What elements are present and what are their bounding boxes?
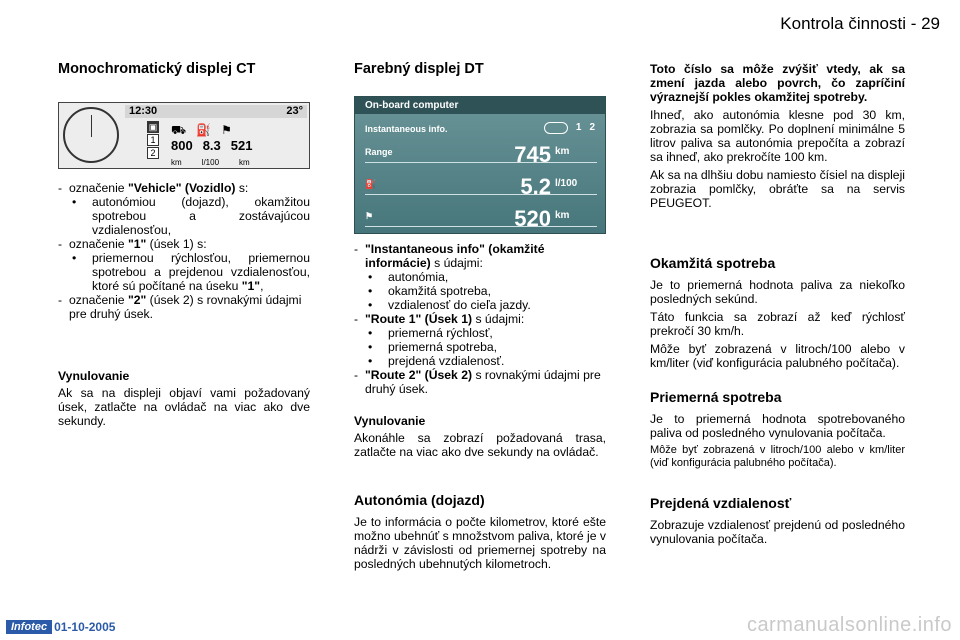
paragraph: Táto funkcia sa zobrazí až keď rýchlosť prekročí 30 km/h.: [650, 310, 905, 338]
footer: [6, 620, 115, 634]
reset-text: Ak sa na displeji objaví vami požadovaný úsek, zatlačte na ovládač na viac ako dve sekundy.: [58, 386, 310, 428]
list-item: • vzdialenosť do cieľa jazdy.: [354, 298, 606, 312]
display-icons: [171, 123, 232, 137]
instant-consumption-heading: Okamžitá spotreba: [650, 255, 776, 271]
list-item: - "Route 1" (Úsek 1) s údajmi:: [354, 312, 606, 326]
display-values: [171, 139, 252, 153]
color-display-info-label: Instantaneous info.: [365, 124, 448, 134]
distance-heading: Prejdená vzdialenosť: [650, 495, 792, 511]
vehicle-tab-icon: ▣: [148, 122, 158, 132]
color-tab-1: 1: [575, 122, 582, 133]
reset-heading: Vynulovanie: [354, 414, 426, 428]
display-time: 12:30: [129, 105, 158, 117]
display-value-distance: 521: [230, 138, 253, 153]
row-unit: km: [555, 146, 570, 157]
flag-icon: ⚑: [221, 123, 232, 137]
paragraph: Môže byť zobrazená v litroch/100 alebo v km/liter (viď konfigurácia palubného počítača).: [650, 444, 905, 469]
display-tabs: [147, 121, 161, 160]
display-unit-2: l/100: [201, 158, 220, 167]
list-item: • priemerná spotreba,: [354, 340, 606, 354]
monochrome-display-image: [58, 102, 310, 169]
row-unit: km: [555, 210, 570, 221]
car-icon: ⛟: [171, 123, 187, 137]
list-item: - "Instantaneous info" (okamžité informácie) s údajmi:: [354, 242, 606, 270]
display-value-consumption: 8.3: [202, 138, 221, 153]
paragraph: Je to priemerná hodnota spotrebovaného paliva od posledného vynulovania počítača.: [650, 412, 905, 440]
color-display-image: [354, 96, 606, 234]
column-monochrome: [58, 62, 310, 432]
reset-text: Akonáhle sa zobrazí požadovaná trasa, zatlačte na viac ako dve sekundy na ovládač.: [354, 431, 606, 459]
column-info: [650, 62, 905, 550]
paragraph: Je to priemerná hodnota paliva za niekoľko posledných sekúnd.: [650, 278, 905, 306]
display-unit-1: km: [171, 158, 182, 167]
info-ring-icon: [544, 122, 568, 134]
list-item: • autonómiou (dojazd), okamžitou spotrebou a zostávajúcou vzdialenosťou,: [58, 195, 310, 237]
color-display-tabs: [544, 121, 595, 135]
list-item: • priemernou rýchlosťou, priemernou spotrebou a prejdenou vzdialenosťou, ktoré sú počítané na úseku "1",: [58, 251, 310, 293]
list-item: - označenie "Vehicle" (Vozidlo) s:: [58, 181, 310, 195]
destination-flag-icon: ⚑: [365, 211, 374, 221]
row-value: 745: [514, 142, 551, 167]
average-consumption-heading: Priemerná spotreba: [650, 389, 782, 405]
watermark: carmanualsonline.info: [746, 614, 952, 636]
heading-color: Farebný displej DT: [354, 61, 484, 77]
display-tab-2: 2: [147, 147, 159, 159]
row-unit: l/100: [555, 178, 578, 189]
display-tab-1: 1: [147, 134, 159, 146]
paragraph: Ak sa na dlhšiu dobu namiesto čísiel na displeji zobrazia pomlčky, obráťte sa na servis PEUGEOT.: [650, 168, 905, 210]
monochrome-list: [58, 181, 310, 321]
paragraph: Môže byť zobrazená v litroch/100 alebo v km/liter (viď konfigurácia palubného počítača).: [650, 342, 905, 370]
list-item: - "Route 2" (Úsek 2) s rovnakými údajmi pre druhý úsek.: [354, 368, 606, 396]
heading-monochrome: Monochromatický displej CT: [58, 61, 256, 77]
fuel-icon: ⛽: [196, 123, 212, 137]
row-label: Range: [365, 147, 393, 157]
warning-text: Toto číslo sa môže zvýšiť vtedy, ak sa zmení jazda alebo povrch, čo zapríčiní výraznejší pokles okamžitej spotreby.: [650, 62, 905, 104]
display-status-bar: [125, 105, 307, 118]
color-list: [354, 242, 606, 396]
color-display-row: [365, 137, 597, 167]
list-item: • prejdená vzdialenosť.: [354, 354, 606, 368]
analog-clock-icon: [63, 107, 119, 163]
display-units: [171, 156, 250, 170]
paragraph: Zobrazuje vzdialenosť prejdenú od posledného vynulovania počítača.: [650, 518, 905, 546]
display-temp: 23°: [286, 105, 303, 117]
color-display-title: On-board computer: [355, 97, 605, 114]
paragraph: Ihneď, ako autonómia klesne pod 30 km, zobrazia sa pomlčky. Po doplnení minimálne 5 litrov paliva sa autonómia prepočíta a zobrazí sa ihneď, ako prekročíte 100 km.: [650, 108, 905, 164]
color-display-row: [365, 169, 597, 199]
autonomy-text: Je to informácia o počte kilometrov, ktoré ešte možno ubehnúť s množstvom paliva, ktoré je v nádrži v závislosti od priemernej spotreby na posledných ubehnutých kilometroch.: [354, 515, 606, 571]
infotec-logo: Infotec: [6, 620, 52, 634]
list-item: • okamžitá spotreba,: [354, 284, 606, 298]
display-value-range: 800: [171, 138, 193, 153]
list-item: • autonómia,: [354, 270, 606, 284]
display-unit-3: km: [239, 158, 250, 167]
color-display-row: [365, 201, 597, 231]
page-title: Kontrola činnosti - 29: [780, 14, 940, 33]
reset-heading: Vynulovanie: [58, 369, 130, 383]
footer-date: 01-10-2005: [54, 620, 116, 634]
autonomy-heading: Autonómia (dojazd): [354, 492, 485, 508]
row-value: 520: [514, 206, 551, 231]
row-value: 5.2: [520, 174, 551, 199]
fuel-pump-icon: ⛽: [365, 179, 377, 189]
list-item: • priemerná rýchlosť,: [354, 326, 606, 340]
column-color: [354, 62, 606, 575]
color-tab-2: 2: [589, 122, 595, 133]
list-item: - označenie "2" (úsek 2) s rovnakými údajmi pre druhý úsek.: [58, 293, 310, 321]
list-item: - označenie "1" (úsek 1) s:: [58, 237, 310, 251]
